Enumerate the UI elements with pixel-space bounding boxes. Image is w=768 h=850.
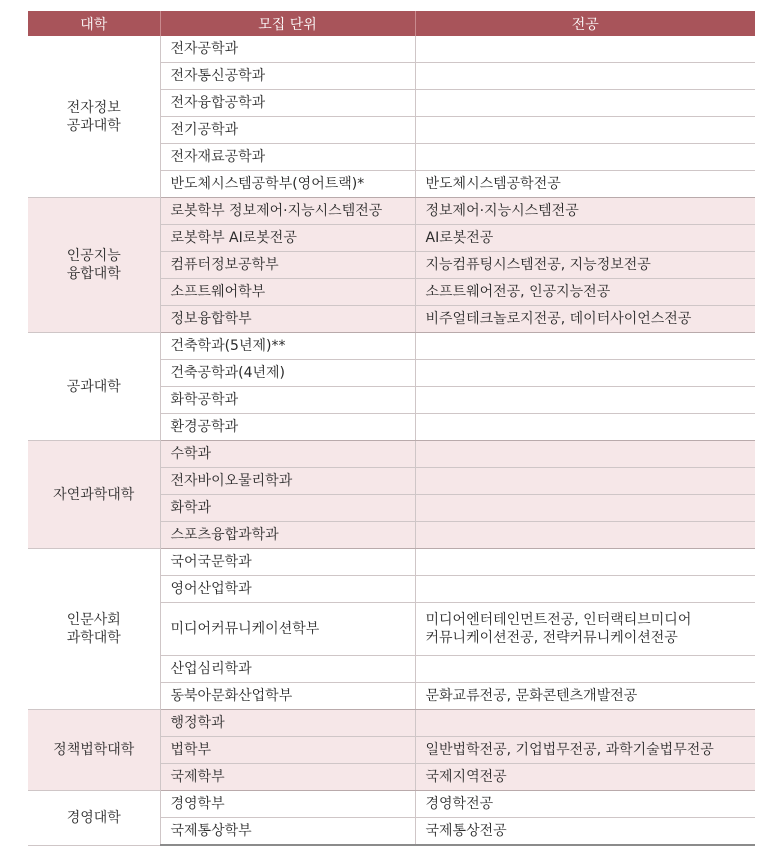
major-line: 반도체시스템공학전공 [425,176,561,192]
major-cell [415,387,755,414]
major-line: 국제지역전공 [425,769,507,785]
major-cell [415,495,755,522]
college-name-line: 자연과학대학 [53,486,135,503]
college-name-line: 인공지능 [66,248,121,264]
major-cell [415,764,755,791]
college-name-line: 공과대학 [66,117,121,134]
unit-cell: 전자공학과 [160,36,415,63]
unit-cell: 국제통상학부 [160,818,415,846]
major-cell [415,171,755,198]
unit-cell: 경영학부 [160,791,415,818]
unit-cell: 반도체시스템공학부(영어트랙)* [160,171,415,198]
major-cell [415,225,755,252]
major-line: AI로봇전공 [425,230,494,246]
unit-cell: 로봇학부 AI로봇전공 [160,225,415,252]
unit-cell: 건축공학과(4년제) [160,360,415,387]
college-name-line: 전자정보 [66,99,121,116]
major-line: 소프트웨어전공, 인공지능전공 [425,284,611,300]
header-unit: 모집 단위 [160,11,415,36]
major-cell [415,522,755,549]
major-cell [415,360,755,387]
unit-cell: 전기공학과 [160,117,415,144]
unit-cell: 컴퓨터정보공학부 [160,252,415,279]
major-cell [415,683,755,710]
major-line: 정보제어·지능시스템전공 [425,203,579,219]
major-line: 커뮤니케이션전공, 전략커뮤니케이션전공 [425,630,678,646]
unit-cell: 국어국문학과 [160,549,415,576]
unit-cell: 로봇학부 정보제어·지능시스템전공 [160,198,415,225]
unit-cell: 국제학부 [160,764,415,791]
table-row [28,198,755,225]
college-cell [28,333,160,441]
college-cell [28,791,160,846]
college-cell [28,549,160,710]
college-name-line: 경영대학 [66,809,121,826]
unit-cell: 수학과 [160,441,415,468]
major-cell [415,414,755,441]
major-cell [415,656,755,683]
unit-cell: 산업심리학과 [160,656,415,683]
unit-cell: 동북아문화산업학부 [160,683,415,710]
major-cell [415,90,755,117]
unit-cell: 미디어커뮤니케이션학부 [160,603,415,656]
major-cell [415,333,755,360]
table-row [28,710,755,737]
major-cell [415,710,755,737]
unit-cell: 화학과 [160,495,415,522]
college-cell [28,198,160,333]
college-name-line: 과학대학 [66,630,121,646]
college-cell [28,710,160,791]
major-cell [415,252,755,279]
major-cell [415,468,755,495]
unit-cell: 전자융합공학과 [160,90,415,117]
header-major: 전공 [415,11,755,36]
unit-cell: 환경공학과 [160,414,415,441]
major-cell [415,576,755,603]
table-row [28,333,755,360]
major-line: 미디어엔터테인먼트전공, 인터랙티브미디어 [425,612,692,628]
major-line: 일반법학전공, 기업법무전공, 과학기술법무전공 [425,742,714,758]
major-cell [415,549,755,576]
unit-cell: 스포츠융합과학과 [160,522,415,549]
unit-cell: 전자통신공학과 [160,63,415,90]
college-name-line: 인문사회 [66,612,121,628]
unit-cell: 소프트웨어학부 [160,279,415,306]
unit-cell: 행정학과 [160,710,415,737]
major-line: 문화교류전공, 문화콘텐츠개발전공 [425,688,638,704]
unit-cell: 전자바이오물리학과 [160,468,415,495]
major-line: 경영학전공 [425,796,494,812]
unit-cell: 법학부 [160,737,415,764]
admissions-table [28,11,755,846]
major-cell [415,603,755,656]
major-line: 지능컴퓨팅시스템전공, 지능정보전공 [425,257,651,273]
table-row [28,549,755,576]
major-cell [415,818,755,846]
college-cell [28,36,160,198]
table-row [28,791,755,818]
major-cell [415,279,755,306]
table-row [28,441,755,468]
header-row [28,11,755,36]
unit-cell: 영어산업학과 [160,576,415,603]
major-cell [415,441,755,468]
major-cell [415,36,755,63]
table-body [28,36,755,845]
major-cell [415,306,755,333]
major-cell [415,737,755,764]
unit-cell: 화학공학과 [160,387,415,414]
unit-cell: 전자재료공학과 [160,144,415,171]
table-row [28,36,755,63]
college-cell [28,441,160,549]
college-name-line: 공과대학 [66,378,121,395]
admissions-table-container [28,11,755,846]
major-line: 국제통상전공 [425,823,507,839]
unit-cell: 건축학과(5년제)** [160,333,415,360]
major-cell [415,144,755,171]
header-college: 대학 [28,11,160,36]
major-cell [415,198,755,225]
college-name-line: 융합대학 [66,266,121,282]
unit-cell: 정보융합학부 [160,306,415,333]
major-cell [415,791,755,818]
major-cell [415,117,755,144]
major-line: 비주얼테크놀로지전공, 데이터사이언스전공 [425,311,692,327]
major-cell [415,63,755,90]
college-name-line: 정책법학대학 [53,742,135,758]
